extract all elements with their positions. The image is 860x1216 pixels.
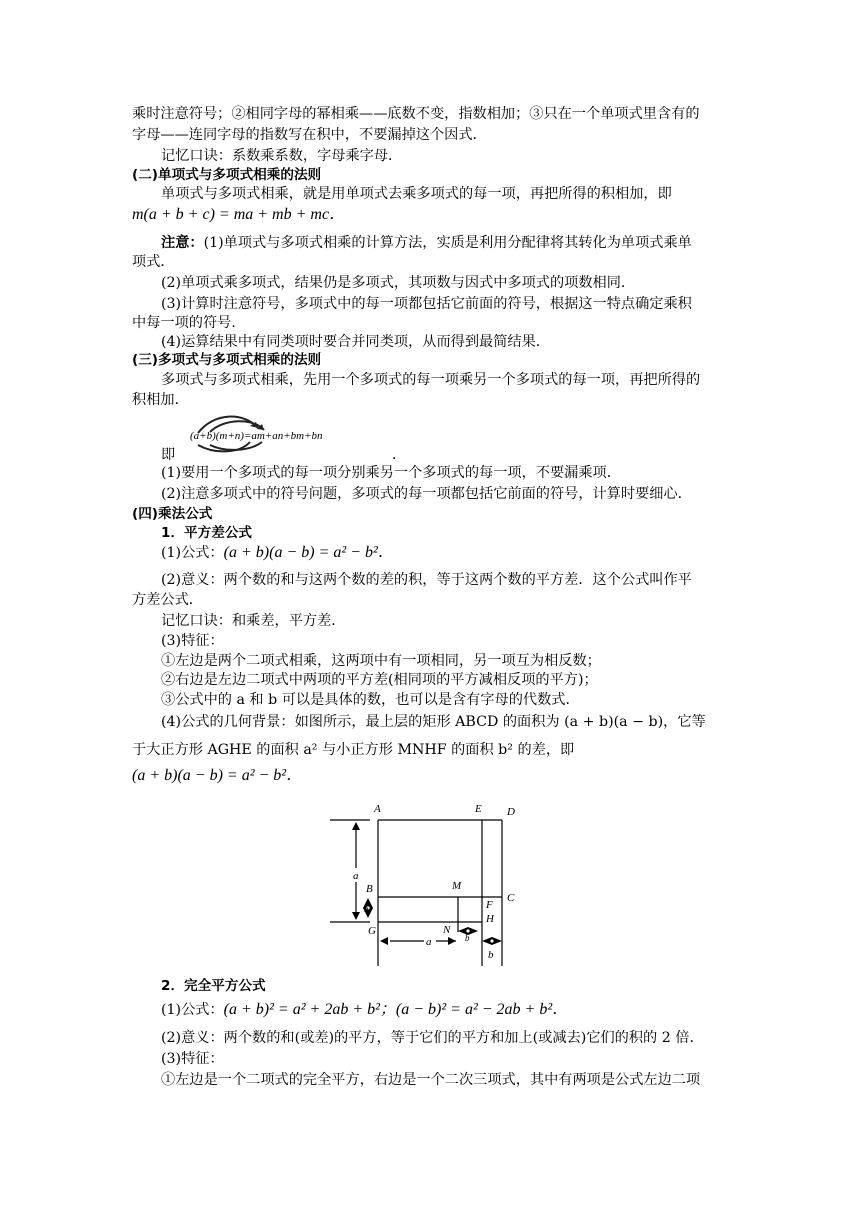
text-line: 记忆口诀：和乘差，平方差． [161, 613, 346, 629]
text-line [161, 1000, 741, 1020]
text-line: ①左边是一个二项式的完全平方，右边是一个二次三项式，其中有两项是公式左边二项 [161, 1072, 701, 1088]
text-line: 记忆口诀：系数乘系数，字母乘字母． [161, 148, 403, 164]
label-D: D [507, 806, 515, 818]
label-E: E [475, 803, 482, 815]
note-label: 注意： [161, 235, 204, 251]
text-line [161, 543, 741, 563]
formula: (a + b)(a − b) = a² − b²． [223, 544, 394, 561]
text-line: (3)特征： [161, 1051, 224, 1067]
text-line: (2)意义：两个数的和(或差)的平方，等于它们的平方和加上(或减去)它们的积的 2 倍． [161, 1030, 704, 1046]
text-line: 中每一项的符号． [132, 315, 246, 331]
text-line: ②右边是左边二项式中两项的平方差(相同项的平方减相反项的平方)； [161, 672, 598, 688]
text-line [161, 233, 741, 253]
text-line: 于大正方形 AGHE 的面积 a² 与小正方形 MNHF 的面积 b² 的差，即 [132, 742, 575, 758]
text-line: (2)注意多项式中的符号问题，多项式的每一项都包括它前面的符号，计算时要细心． [161, 486, 692, 502]
text-line: (3)特征： [161, 633, 224, 649]
text-line: ③公式中的 a 和 b 可以是具体的数，也可以是含有字母的代数式． [161, 692, 580, 708]
foil-formula: (a+b)(m+n)=am+an+bm+bn [190, 430, 323, 442]
formula: m(a + b + c) = ma + mb + mc． [132, 206, 346, 223]
foil-diagram [184, 412, 384, 456]
label-N: N [443, 924, 451, 936]
text-line: (2)单项式乘多项式，结果仍是多项式，其项数与因式中多项式的项数相同． [161, 275, 636, 291]
formula: (a + b)(a − b) = a² − b²． [132, 767, 303, 784]
text-line: 乘时注意符号；②相同字母的幂相乘——底数不变，指数相加；③只在一个单项式里含有的 [132, 106, 700, 122]
text-line: ①左边是两个二项式相乘，这两项中有一项相同，另一项互为相反数； [161, 653, 601, 669]
period: ． [392, 447, 407, 463]
label-a-horizontal: a [426, 936, 432, 948]
text-line: 即 [161, 447, 176, 463]
text-line: (3)计算时注意符号，多项式中的每一项都包括它前面的符号，根据这一特点确定乘积 [161, 296, 692, 312]
subsection-heading: 2．完全平方公式 [161, 978, 266, 994]
label-A: A [374, 803, 381, 815]
text-line: (1)要用一个多项式的每一项分别乘另一个多项式的每一项，不要漏乘项． [161, 465, 621, 481]
subsection-heading: 1．平方差公式 [161, 525, 253, 541]
label-b-small: b [465, 933, 470, 943]
text-line: 方差公式． [132, 592, 203, 608]
text-line: 积相加． [132, 392, 189, 408]
text-line: (2)意义：两个数的和与这两个数的差的积，等于这两个数的平方差．这个公式叫作平 [161, 572, 692, 588]
label-a-vertical: a [353, 870, 359, 882]
note-text: (1)单项式与多项式相乘的计算方法，实质是利用分配律将其转化为单项式乘单 [203, 235, 692, 251]
label-M: M [452, 880, 462, 892]
formula-label: (1)公式： [161, 545, 224, 561]
label-b-bottom: b [488, 949, 494, 961]
text-line: 字母——连同字母的指数写在积中，不要漏掉这个因式． [132, 127, 487, 143]
text-line: (4)公式的几何背景：如图所示，最上层的矩形 ABCD 的面积为 (a + b)(a − b)，它等 [161, 714, 706, 730]
formula: (a + b)² = a² + 2ab + b²；(a − b)² = a² − 2ab + b²． [223, 1001, 569, 1018]
text-line: 多项式与多项式相乘，先用一个多项式的每一项乘另一个多项式的每一项，再把所得的 [161, 372, 701, 388]
label-H: H [486, 913, 494, 925]
label-F: F [486, 899, 493, 911]
label-B: B [366, 883, 373, 895]
section-heading: (四)乘法公式 [132, 506, 213, 522]
text-line: 单项式与多项式相乘，就是用单项式去乘多项式的每一项，再把所得的积相加，即 [161, 186, 672, 202]
label-b-vertical: b [364, 904, 369, 914]
label-G: G [368, 925, 376, 937]
section-heading: (二)单项式与多项式相乘的法则 [132, 167, 322, 183]
section-heading: (三)多项式与多项式相乘的法则 [132, 352, 322, 368]
text-line: 项式． [132, 254, 175, 270]
square-difference-figure [330, 798, 520, 970]
formula-label: (1)公式： [161, 1002, 224, 1018]
label-C: C [507, 892, 515, 904]
text-line: (4)运算结果中有同类项时要合并同类项，从而得到最简结果． [161, 334, 550, 350]
